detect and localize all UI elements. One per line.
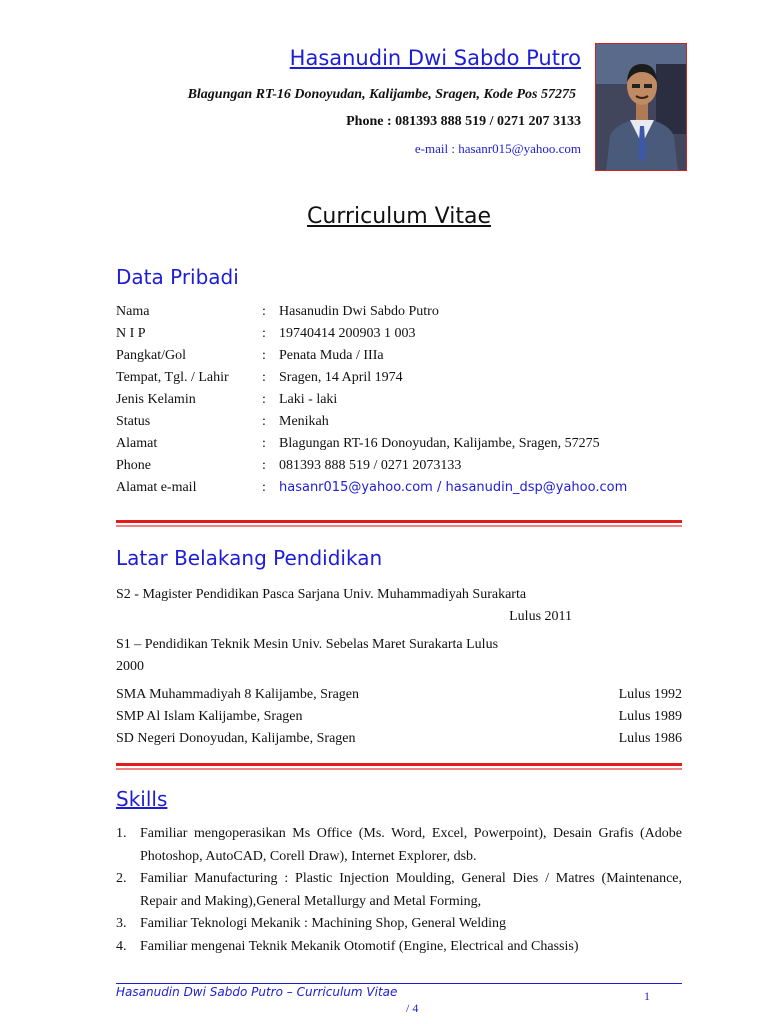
colon-separator: :	[262, 348, 266, 363]
skill-text: Familiar Teknologi Mekanik : Machining Shop, General Welding	[140, 916, 506, 931]
colon-separator: :	[262, 458, 266, 473]
skill-text: Familiar mengenai Teknik Mekanik Otomotif (Engine, Electrical and Chassis)	[140, 938, 579, 954]
list-number: 1.	[116, 826, 127, 841]
footer-rule	[116, 983, 682, 984]
applicant-name: Hasanudin Dwi Sabdo Putro	[289, 46, 581, 70]
section-heading-data-pribadi: Data Pribadi	[116, 265, 239, 289]
colon-separator: :	[262, 326, 266, 341]
info-value: Blagungan RT-16 Donoyudan, Kalijambe, Sragen, 57275	[279, 436, 600, 451]
section-divider	[116, 520, 682, 527]
section-heading-pendidikan: Latar Belakang Pendidikan	[116, 546, 383, 570]
colon-separator: :	[262, 414, 266, 429]
edu-s2: S2 - Magister Pendidikan Pasca Sarjana Univ. Muhammadiyah Surakarta	[116, 587, 527, 602]
list-item	[116, 868, 682, 913]
edu-smp-year: Lulus 1989	[618, 709, 682, 724]
info-label: Jenis Kelamin	[116, 392, 196, 407]
info-label: Nama	[116, 304, 150, 319]
info-label: Pangkat/Gol	[116, 348, 186, 363]
header-address: Blagungan RT-16 Donoyudan, Kalijambe, Sragen, Kode Pos 57275	[187, 87, 576, 102]
info-value: Penata Muda / IIIa	[279, 348, 384, 363]
footer-page-total: / 4	[406, 1001, 419, 1015]
info-label: Phone	[116, 458, 151, 473]
info-value: Menikah	[279, 414, 329, 429]
info-value: Laki - laki	[279, 392, 338, 407]
info-value: 19740414 200903 1 003	[279, 326, 416, 341]
section-divider	[116, 763, 682, 770]
edu-sd-year: Lulus 1986	[618, 731, 682, 746]
list-item	[116, 913, 682, 936]
info-label: N I P	[116, 326, 146, 341]
info-label: Alamat e-mail	[116, 480, 197, 495]
footer-title: Hasanudin Dwi Sabdo Putro – Curriculum Vitae	[116, 985, 398, 999]
header-email[interactable]: e-mail : hasanr015@yahoo.com	[414, 141, 581, 156]
profile-photo	[595, 43, 687, 171]
edu-sd: SD Negeri Donoyudan, Kalijambe, Sragen	[116, 731, 356, 746]
edu-s1: S1 – Pendidikan Teknik Mesin Univ. Sebelas Maret Surakarta Lulus	[116, 637, 499, 652]
edu-s2-year: Lulus 2011	[509, 609, 572, 624]
colon-separator: :	[262, 304, 266, 319]
header-phone: Phone : 081393 888 519 / 0271 207 3133	[346, 114, 581, 129]
skill-text: Familiar mengoperasikan Ms Office (Ms. Word, Excel, Powerpoint), Desain Grafis (Adobe Photoshop, AutoCAD, Corell Draw), Internet Explorer, dsb.	[140, 826, 682, 864]
list-number: 4.	[116, 938, 127, 954]
info-value: Sragen, 14 April 1974	[279, 370, 403, 385]
skill-text: Familiar Manufacturing : Plastic Injection Moulding, General Dies / Matres (Maintenance, Repair and Making),General Metallurgy and Metal Forming,	[140, 871, 682, 909]
info-label: Alamat	[116, 436, 158, 451]
info-label: Tempat, Tgl. / Lahir	[116, 370, 229, 385]
footer-page-number: 1	[644, 989, 650, 1003]
edu-s1-year: 2000	[116, 659, 144, 674]
list-number: 2.	[116, 871, 127, 886]
edu-smp: SMP Al Islam Kalijambe, Sragen	[116, 709, 303, 724]
colon-separator: :	[262, 436, 266, 451]
edu-sma: SMA Muhammadiyah 8 Kalijambe, Sragen	[116, 687, 360, 702]
list-item	[116, 823, 682, 868]
email-links[interactable]: hasanr015@yahoo.com / hasanudin_dsp@yahoo.com	[279, 480, 628, 495]
skills-list	[116, 823, 682, 958]
list-number: 3.	[116, 916, 127, 931]
section-heading-skills: Skills	[116, 787, 168, 811]
colon-separator: :	[262, 480, 266, 495]
document-title: Curriculum Vitae	[307, 204, 491, 229]
colon-separator: :	[262, 370, 266, 385]
info-label: Status	[116, 414, 151, 429]
info-value: Hasanudin Dwi Sabdo Putro	[279, 304, 439, 319]
info-value: 081393 888 519 / 0271 2073133	[279, 458, 462, 473]
edu-sma-year: Lulus 1992	[618, 687, 682, 702]
colon-separator: :	[262, 392, 266, 407]
list-item	[116, 936, 682, 959]
